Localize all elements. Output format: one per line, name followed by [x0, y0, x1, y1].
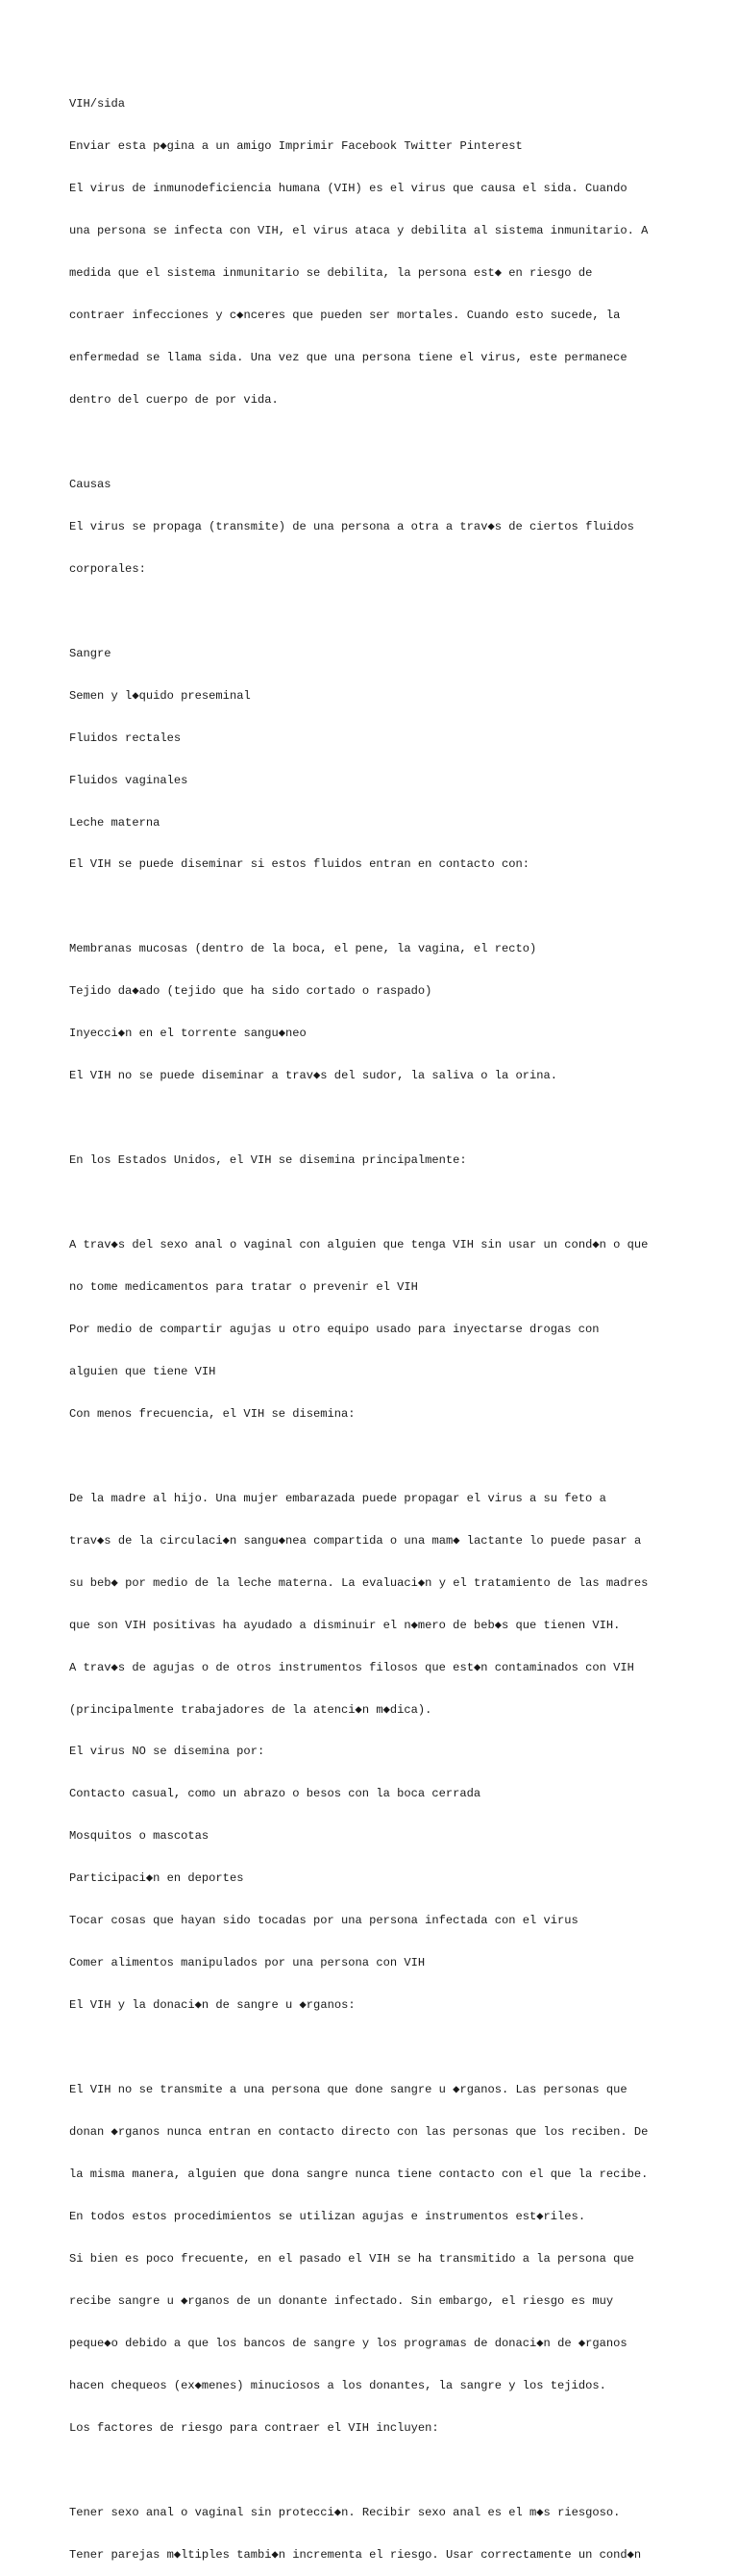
- list-item: recibe sangre u ◆rganos de un donante infectado. Sin embargo, el riesgo es muy: [69, 2293, 614, 2308]
- list-item: Contacto casual, como un abrazo o besos con la boca cerrada: [69, 1787, 481, 1801]
- text-line: corporales:: [69, 561, 146, 576]
- text-line: En los Estados Unidos, el VIH se disemina principalmente:: [69, 1153, 467, 1168]
- text-line: una persona se infecta con VIH, el virus ataca y debilita al sistema inmunitario. A: [69, 224, 649, 238]
- list-item: Semen y l◆quido preseminal: [69, 688, 251, 703]
- list-item: su beb◆ por medio de la leche materna. La evaluaci◆n y el tratamiento de las madres: [69, 1575, 649, 1590]
- document-page: [69, 69, 684, 2576]
- list-item: A trav◆s de agujas o de otros instrumentos filosos que est◆n contaminados con VIH: [69, 1660, 634, 1674]
- blank-line: [69, 1449, 684, 1464]
- list-item: alguien que tiene VIH: [69, 1364, 216, 1378]
- list-item: Sangre: [69, 646, 111, 660]
- document-title: VIH/sida: [69, 97, 126, 111]
- list-item: trav◆s de la circulaci◆n sangu◆nea compartida o una mam◆ lactante lo puede pasar a: [69, 1533, 642, 1548]
- list-item: A trav◆s del sexo anal o vaginal con alguien que tenga VIH sin usar un cond◆n o que: [69, 1238, 649, 1252]
- text-line: El VIH y la donaci◆n de sangre u ◆rganos:: [69, 1998, 356, 2013]
- text-line: El VIH no se puede diseminar a trav◆s del sudor, la saliva o la orina.: [69, 1069, 558, 1083]
- list-item: Tener parejas m◆ltiples tambi◆n incrementa el riesgo. Usar correctamente un cond◆n: [69, 2547, 642, 2562]
- list-item: Comer alimentos manipulados por una persona con VIH: [69, 1956, 426, 1970]
- list-item: Membranas mucosas (dentro de la boca, el pene, la vagina, el recto): [69, 942, 537, 956]
- list-item: Tener sexo anal o vaginal sin protecci◆n. Recibir sexo anal es el m◆s riesgoso.: [69, 2505, 621, 2519]
- list-item: Tejido da◆ado (tejido que ha sido cortado o raspado): [69, 984, 432, 999]
- list-item: El VIH no se transmite a una persona que done sangre u ◆rganos. Las personas que: [69, 2083, 627, 2097]
- blank-line: [69, 605, 684, 619]
- list-item: Mosquitos o mascotas: [69, 1829, 209, 1844]
- list-item: En todos estos procedimientos se utilizan agujas e instrumentos est◆riles.: [69, 2209, 586, 2223]
- text-line: Los factores de riesgo para contraer el VIH incluyen:: [69, 2420, 439, 2435]
- text-line: contraer infecciones y c◆nceres que pueden ser mortales. Cuando esto sucede, la: [69, 309, 621, 323]
- blank-line: [69, 2041, 684, 2055]
- text-line: El virus NO se disemina por:: [69, 1745, 265, 1759]
- list-item: Leche materna: [69, 815, 160, 830]
- list-item: De la madre al hijo. Una mujer embarazada puede propagar el virus a su feto a: [69, 1491, 606, 1505]
- list-item: Participaci◆n en deportes: [69, 1871, 244, 1886]
- section-heading-causas: Causas: [69, 477, 111, 491]
- text-line: Con menos frecuencia, el VIH se disemina:: [69, 1406, 356, 1421]
- text-line: enfermedad se llama sida. Una vez que una persona tiene el virus, este permanece: [69, 351, 627, 365]
- blank-line: [69, 2464, 684, 2478]
- list-item: no tome medicamentos para tratar o prevenir el VIH: [69, 1280, 418, 1294]
- text-line: El VIH se puede diseminar si estos fluidos entran en contacto con:: [69, 857, 529, 872]
- list-item: peque◆o debido a que los bancos de sangre y los programas de donaci◆n de ◆rganos: [69, 2336, 627, 2350]
- list-item: Inyecci◆n en el torrente sangu◆neo: [69, 1027, 307, 1041]
- text-line: El virus de inmunodeficiencia humana (VIH) es el virus que causa el sida. Cuando: [69, 182, 627, 196]
- text-line: dentro del cuerpo de por vida.: [69, 392, 279, 407]
- blank-line: [69, 1196, 684, 1210]
- list-item: (principalmente trabajadores de la atenci◆n m◆dica).: [69, 1702, 432, 1717]
- list-item: Si bien es poco frecuente, en el pasado el VIH se ha transmitido a la persona que: [69, 2251, 634, 2266]
- list-item: hacen chequeos (ex◆menes) minuciosos a los donantes, la sangre y los tejidos.: [69, 2378, 606, 2392]
- list-item: donan ◆rganos nunca entran en contacto directo con las personas que los reciben. De: [69, 2125, 649, 2140]
- list-item: la misma manera, alguien que dona sangre nunca tiene contacto con el que la recibe.: [69, 2167, 649, 2182]
- list-item: Fluidos vaginales: [69, 773, 188, 787]
- blank-line: [69, 435, 684, 450]
- share-links-line: Enviar esta p◆gina a un amigo Imprimir Facebook Twitter Pinterest: [69, 139, 523, 154]
- list-item: Por medio de compartir agujas u otro equipo usado para inyectarse drogas con: [69, 1322, 600, 1336]
- list-item: que son VIH positivas ha ayudado a disminuir el n◆mero de beb◆s que tienen VIH.: [69, 1618, 621, 1632]
- list-item: Tocar cosas que hayan sido tocadas por una persona infectada con el virus: [69, 1914, 578, 1928]
- blank-line: [69, 900, 684, 914]
- text-line: medida que el sistema inmunitario se debilita, la persona est◆ en riesgo de: [69, 266, 593, 281]
- text-line: El virus se propaga (transmite) de una persona a otra a trav◆s de ciertos fluidos: [69, 519, 634, 533]
- blank-line: [69, 1111, 684, 1126]
- list-item: Fluidos rectales: [69, 731, 182, 745]
